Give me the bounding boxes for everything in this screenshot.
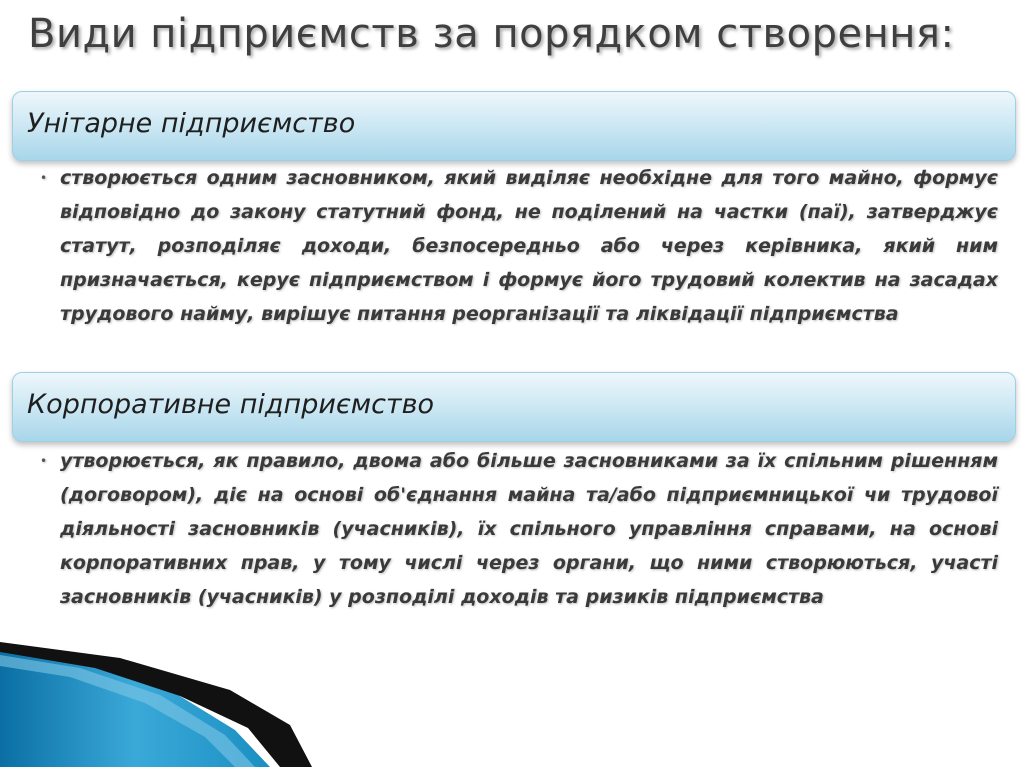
section-description-corporate [40,444,998,654]
section-text: утворюється, як правило, двома або більше засновниками за їх спільним рішенням (договором), діє на основі об'єднання майна та/або підприємницької чи трудової діяльності засновників (учасників), їх спільного управління справами, на основі корпоративних прав, у тому числі через органи, що ними створюються, участі засновників (учасників) у розподілі доходів та ризиків підприємства [60,450,998,608]
bullet-icon: • [40,171,48,185]
section-heading: Корпоративне підприємство [27,389,435,420]
section-description-unitary [40,161,998,371]
slide-title: Види підприємств за порядком створення: [28,11,955,57]
section-text: створюється одним засновником, який виділяє необхідне для того майно, формує відповідно до закону статутний фонд, не поділений на частки (паї), затверджує статут, розподіляє доходи, безпосередньо або через керівника, який ним призначається, керує підприємством і формує його трудовий колектив на засадах трудового найму, вирішує питання реорганізації та ліквідації підприємства [60,167,998,325]
bullet-icon: • [40,454,48,468]
section-header-unitary [12,91,1016,161]
section-header-corporate [12,372,1016,442]
section-heading: Унітарне підприємство [27,108,356,139]
